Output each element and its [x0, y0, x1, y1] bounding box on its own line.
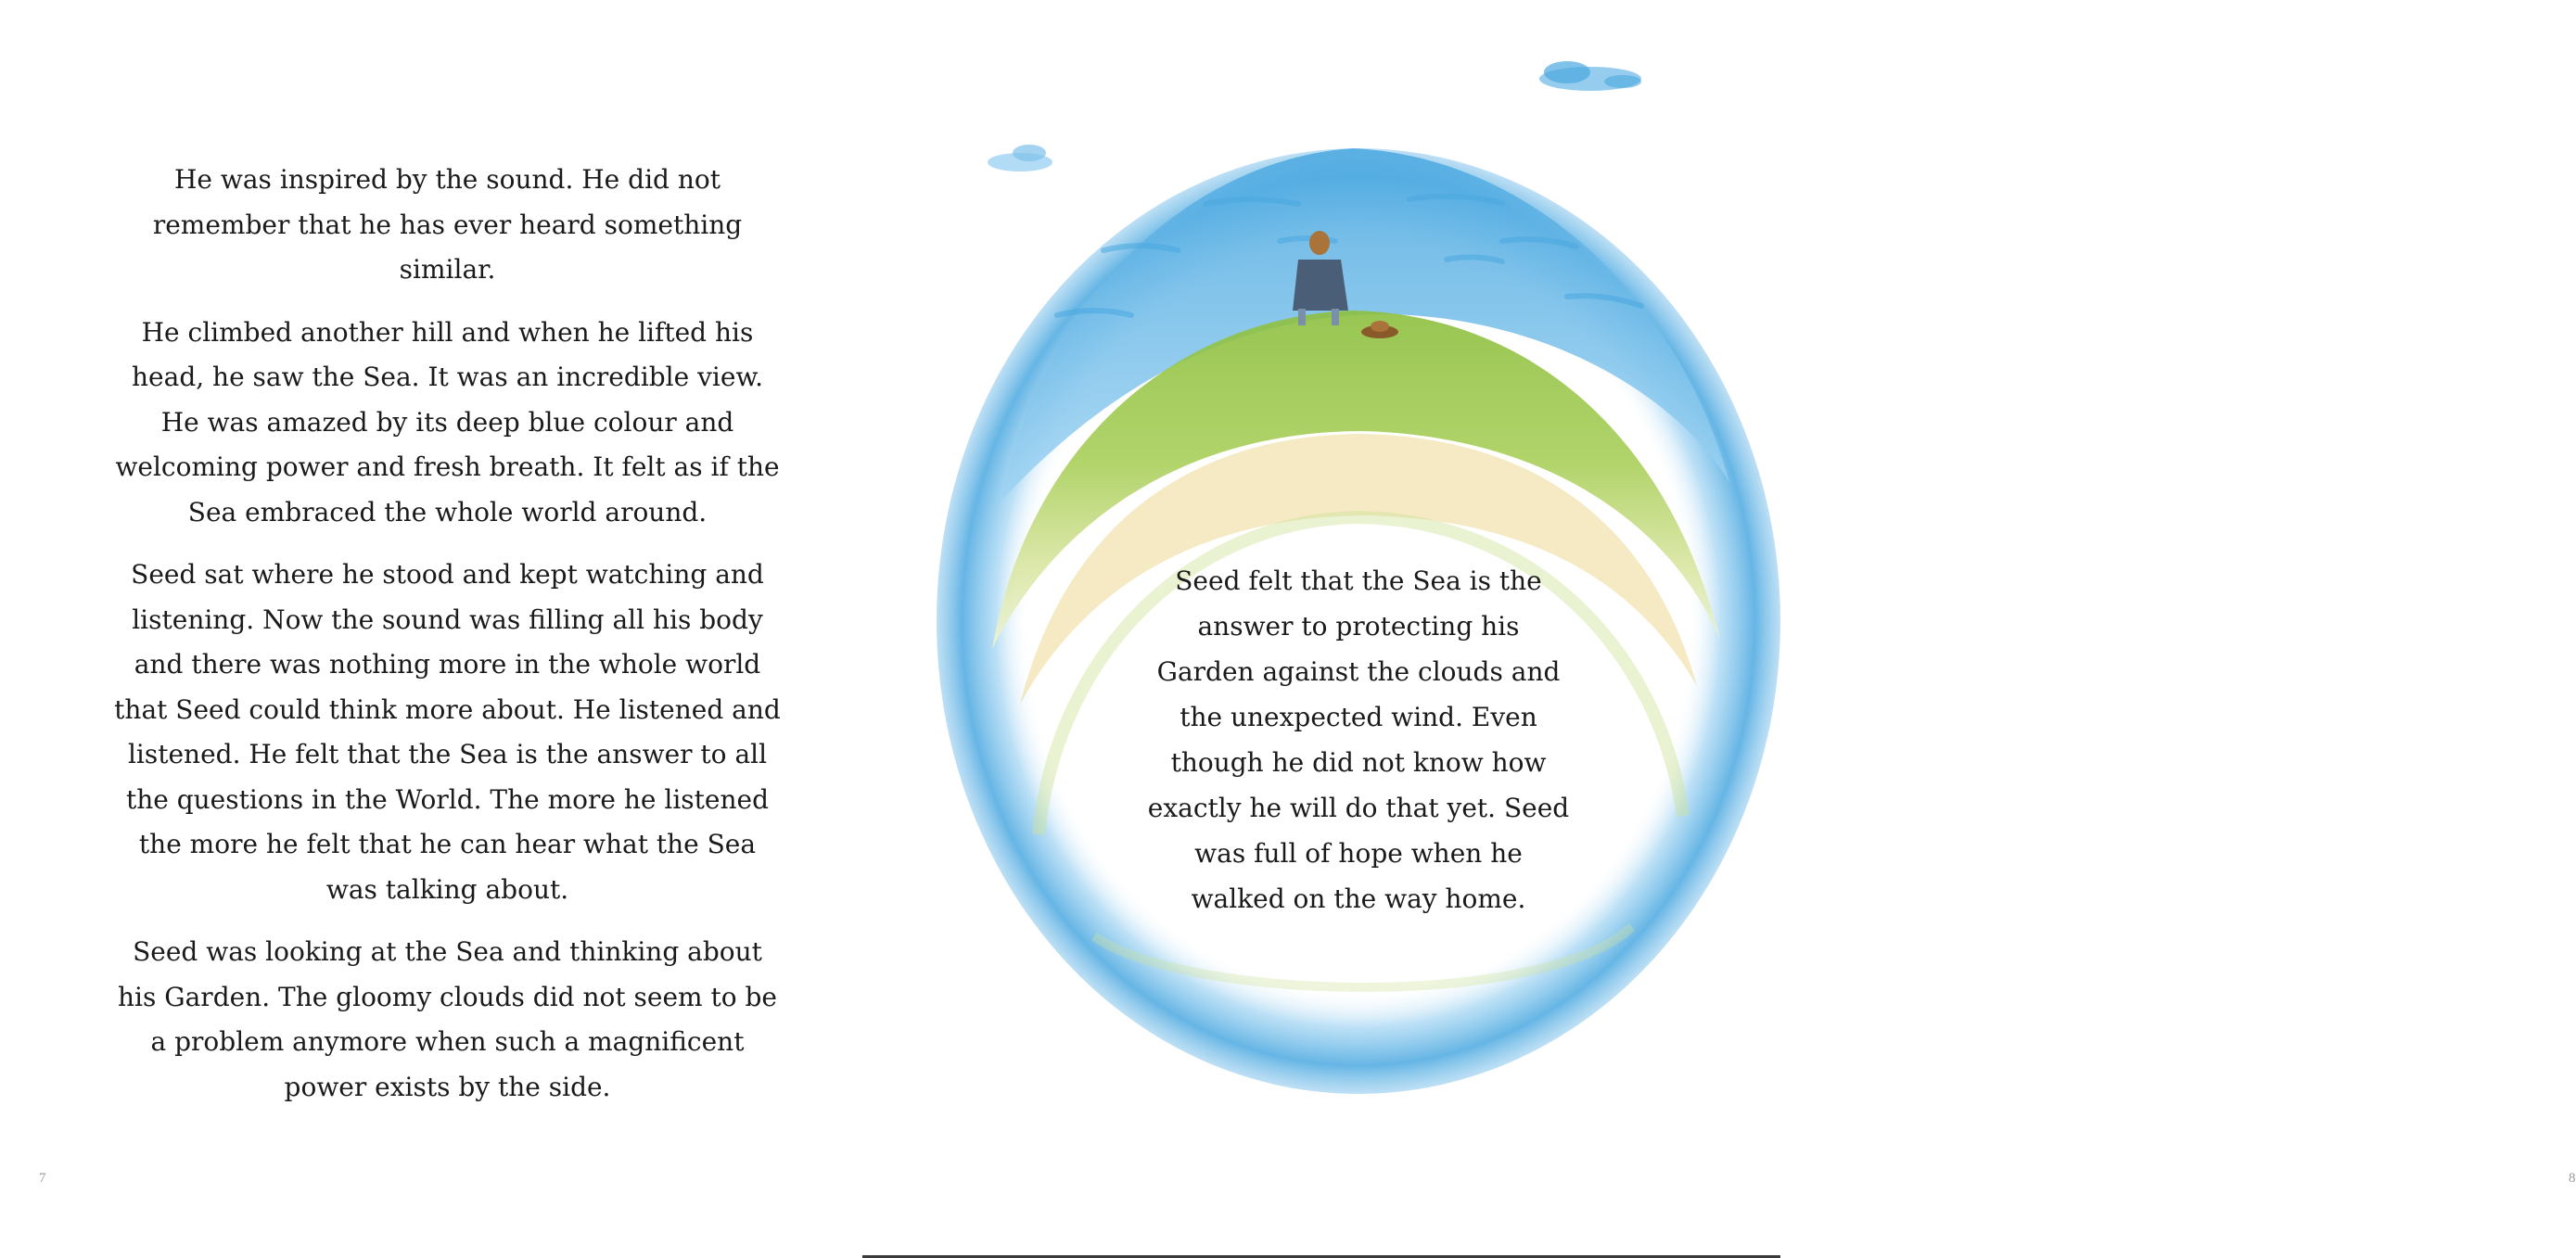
paragraph-3: Seed sat where he stood and kept watching and listening. Now the sound was filling all his body and there was nothing more in the whole world that Seed could think more about. He listened and listened. He felt that the Sea is the answer to all the questions in the World. The more he listened the more he felt that he can hear what the Sea was talking about.	[114, 559, 781, 905]
cloud-small	[988, 145, 1052, 172]
paragraph-1: He was inspired by the sound. He did not remember that he has ever heard something similar.	[152, 164, 743, 285]
right-page-text: Seed felt that the Sea is the answer to protecting his Garden against the clouds and the unexpected wind. Even though he did not know how exactly he will do that yet. Seed was full of hope when he walked on the way home.	[1147, 565, 1570, 914]
left-page	[0, 0, 890, 1258]
paragraph-2: He climbed another hill and when he lifted his head, he saw the Sea. It was an incredible view. He was amazed by its deep blue colour and welcoming power and fresh breath. It felt as if the Sea embraced the whole world around.	[115, 316, 780, 527]
paragraph-4: Seed was looking at the Sea and thinking about his Garden. The gloomy clouds did not seem to be a problem anymore when such a magnificent power exists by the side.	[117, 936, 777, 1102]
cloud-large	[1539, 61, 1641, 91]
page-number-right: 8	[2569, 1171, 2576, 1186]
page-number-left: 7	[39, 1171, 46, 1186]
left-page-text	[111, 158, 784, 1127]
